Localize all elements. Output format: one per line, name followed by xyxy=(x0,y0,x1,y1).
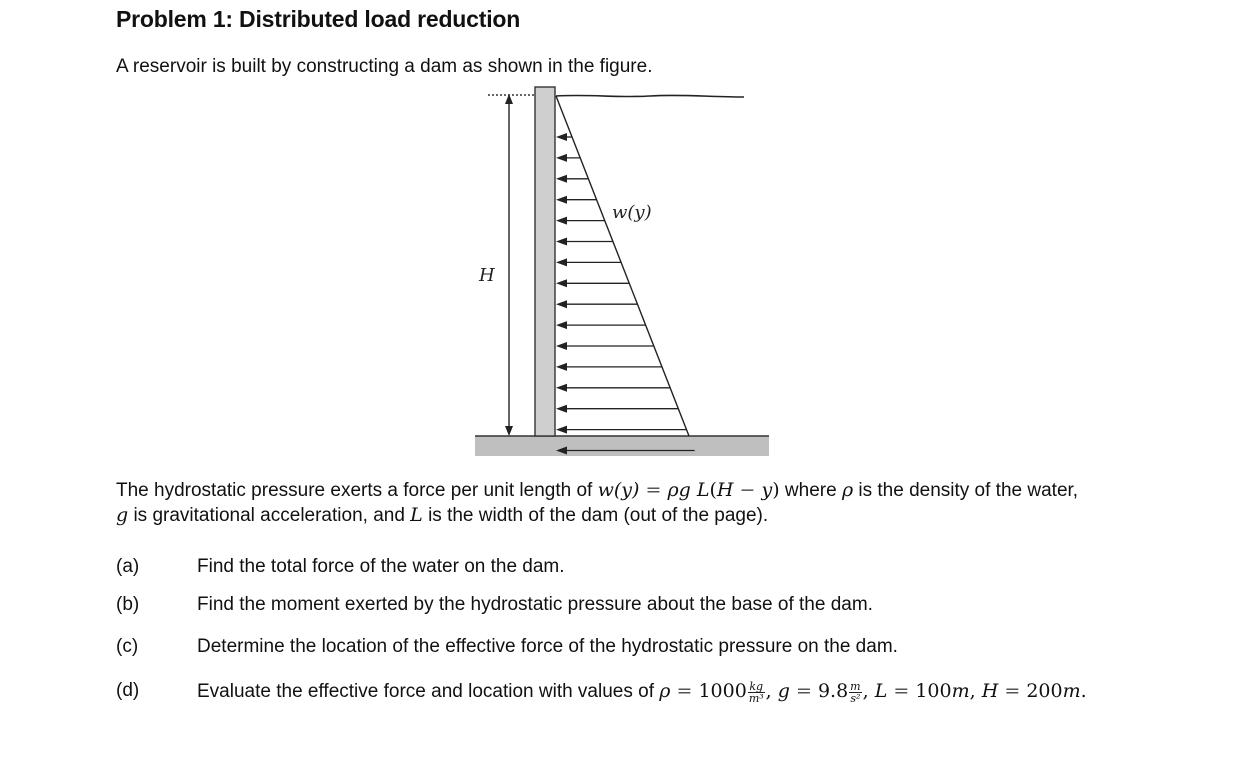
L-symbol: L xyxy=(410,504,423,526)
load-arrow-head xyxy=(556,133,567,141)
problem-title: Problem 1: Distributed load reduction xyxy=(116,6,521,32)
dam-wall xyxy=(535,87,555,436)
load-arrow-head xyxy=(556,426,567,434)
load-arrow-head xyxy=(556,300,567,308)
part-a-label: (a) xyxy=(116,556,140,577)
part-a-text: Find the total force of the water on the dam. xyxy=(197,556,565,577)
load-arrow-head xyxy=(556,217,567,225)
desc-text-3: is the density of the water, xyxy=(858,480,1079,501)
rho-value-expr: ρ = 1000 $\frac{kg}{\text{m³}}$ , g = 9.8 $\frac{m}{\text{s²}}$ , L = 100m, H = 200m. xyxy=(659,679,1087,705)
water-surface-line xyxy=(556,95,744,97)
load-arrow-head xyxy=(556,238,567,246)
part-b-text: Find the moment exerted by the hydrostatic pressure about the base of the dam. xyxy=(197,594,873,615)
load-formula: w(y) = ρg L(H − y) xyxy=(597,479,780,501)
load-arrow-head xyxy=(556,405,567,413)
load-arrow-head xyxy=(556,196,567,204)
rho-unit-fraction: $\frac{kg}{\text{m³}}$ xyxy=(748,679,764,705)
g-unit-fraction: $\frac{m}{\text{s²}}$ xyxy=(850,679,861,705)
rho-symbol: ρ xyxy=(841,479,854,501)
load-arrow-head xyxy=(556,342,567,350)
load-arrow-head xyxy=(556,321,567,329)
height-arrow-top xyxy=(505,94,513,104)
part-d-label: (d) xyxy=(116,680,140,701)
part-c-text: Determine the location of the effective force of the hydrostatic pressure on the dam. xyxy=(197,636,898,657)
description-paragraph xyxy=(116,478,1146,528)
load-arrow-head xyxy=(556,175,567,183)
ground xyxy=(475,436,769,456)
part-d-text: Evaluate the effective force and location with values of ρ = 1000 $\frac{kg}{\text{m³}}$ , g = 9.8 $\frac{m}{\text{s²}}$ , L = 100m, H = 200m. xyxy=(197,679,1087,705)
load-arrow-head xyxy=(556,279,567,287)
desc-text-2: where xyxy=(784,480,837,501)
part-c-label: (c) xyxy=(116,636,139,657)
desc-text-4: is gravitational acceleration, and xyxy=(133,505,405,526)
desc-text-5: is the width of the dam (out of the page). xyxy=(428,505,769,526)
load-arrow-head xyxy=(556,154,567,162)
load-arrow-head xyxy=(556,363,567,371)
load-label: w(y) xyxy=(612,202,652,223)
load-arrow-head xyxy=(556,384,567,392)
part-b-label: (b) xyxy=(116,594,140,615)
g-symbol: g xyxy=(116,504,129,526)
desc-text-1: The hydrostatic pressure exerts a force per unit length of xyxy=(116,480,593,501)
load-arrow-head xyxy=(556,258,567,266)
height-arrow-bottom xyxy=(505,426,513,436)
height-label: H xyxy=(479,265,495,286)
load-arrows xyxy=(556,133,695,455)
load-distribution-line xyxy=(556,96,689,436)
intro-text: A reservoir is built by constructing a dam as shown in the figure. xyxy=(116,56,653,77)
